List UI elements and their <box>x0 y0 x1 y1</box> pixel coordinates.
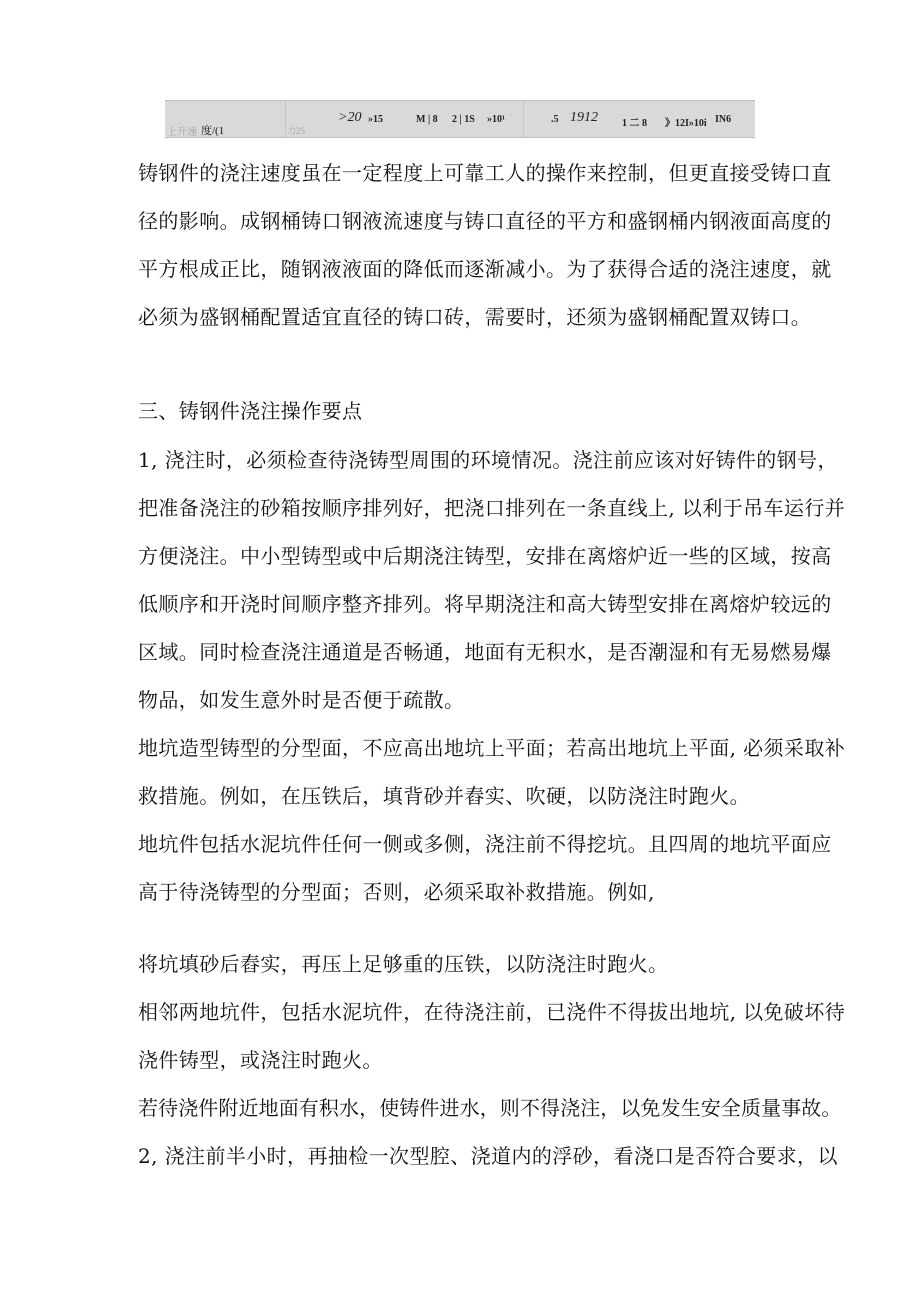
text-line: 高于待浇铸型的分型面；否则，必须采取补救措施。例如, <box>138 880 655 904</box>
paragraph-standing-water: 若待浇件附近地面有积水，使铸件进水，则不得浇注，以免发生安全质量事故。 <box>138 1096 842 1120</box>
table-cell: IN6 <box>715 114 732 125</box>
table-cell: »15 <box>368 114 383 125</box>
table-cell: .5 <box>551 114 559 125</box>
text-line: 把准备浇注的砂箱按顺序排列好，把浇口排列在一条直线上, 以利于吊车运行并 <box>138 496 846 520</box>
table-cell: 1 二 8 <box>622 118 647 129</box>
table-cell: 上升速 <box>167 127 197 138</box>
table-cell: »10¹ <box>487 114 505 125</box>
text-line: 救措施。例如，在压铁后，填背砂并舂实、吹硬，以防浇注时跑火。 <box>138 784 750 808</box>
text-line: 平方根成正比，随钢液液面的降低而逐渐减小。为了获得合适的浇注速度，就 <box>138 257 832 281</box>
table-cell: 度/(1 <box>201 125 225 137</box>
list-item-2: 2, 浇注前半小时，再抽检一次型腔、浇道内的浮砂，看浇口是否符合要求，以 <box>138 1144 838 1168</box>
paragraph-fill-pit: 将坑填砂后舂实，再压上足够重的压铁，以防浇注时跑火。 <box>138 952 669 976</box>
table-cell: 2 | 1S <box>452 114 475 125</box>
text-line: 区域。同时检查浇注通道是否畅通，地面有无积水，是否潮湿和有无易燃易爆 <box>138 640 832 664</box>
table-cell: M | 8 <box>416 114 438 125</box>
text-line: 低顺序和开浇时间顺序整齐排列。将早期浇注和高大铸型安排在离熔炉较远的 <box>138 592 832 616</box>
text-line: 径的影响。成钢桶铸口钢液流速度与铸口直径的平方和盛钢桶内钢液面高度的 <box>138 209 832 233</box>
table-cell: 》12I»10i <box>665 118 707 129</box>
text-line: 必须为盛钢桶配置适宜直径的铸口砖，需要时，还须为盛钢桶配置双铸口。 <box>138 305 812 329</box>
table-cell: >20 <box>338 110 362 125</box>
text-line: 地坑造型铸型的分型面，不应高出地坑上平面；若高出地坑上平面, 必须采取补 <box>138 736 846 760</box>
text-line: 物品，如发生意外时是否便于疏散。 <box>138 688 465 712</box>
table-fragment-strip <box>165 100 755 138</box>
table-divider <box>523 101 524 137</box>
text-line: 1, 浇注时，必须检查待浇铸型周围的环境情况。浇注前应该对好铸件的钢号， <box>138 448 838 472</box>
section-heading: 三、铸钢件浇注操作要点 <box>138 399 363 423</box>
text-line: 铸钢件的浇注速度虽在一定程度上可靠工人的操作来控制，但更直接受铸口直 <box>138 161 832 185</box>
text-line: 相邻两地坑件，包括水泥坑件，在待浇注前，已浇件不得拔出地坑, 以免破坏待 <box>138 1000 846 1024</box>
table-divider <box>285 101 286 137</box>
text-line: 地坑件包括水泥坑件任何一侧或多侧，浇注前不得挖坑。且四周的地坑平面应 <box>138 832 832 856</box>
table-cell: 1912 <box>570 110 598 125</box>
text-line: 浇件铸型，或浇注时跑火。 <box>138 1048 383 1072</box>
table-cell: 力25 <box>287 126 306 136</box>
text-line: 方便浇注。中小型铸型或中后期浇注铸型，安排在离熔炉近一些的区域，按高 <box>138 544 832 568</box>
